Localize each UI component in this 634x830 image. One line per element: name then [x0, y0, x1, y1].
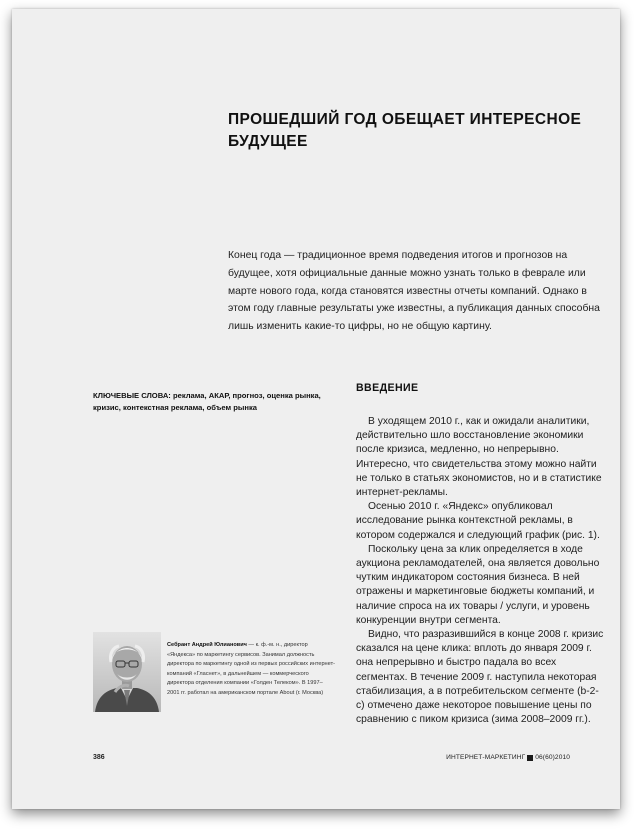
issue-number: 06(60)2010 — [535, 754, 570, 761]
keywords — [93, 390, 333, 414]
section-heading-introduction: ВВЕДЕНИЕ — [356, 382, 419, 394]
running-footer — [446, 754, 570, 761]
body-paragraph: Видно, что разразившийся в конце 2008 г. кризис сказался на цене клика: вплоть до января 2009 г. она непрерывно и быстро падала во всех сегментах. В течение 2009 г. наступила некоторая стабилизация, а в потребительском сегменте (b-2-c) отмечено даже некоторое повышение цены по сравнению с пиком кризиса (зима 2008–2009 гг.). — [356, 629, 604, 726]
body-paragraph: В уходящем 2010 г., как и ожидали аналитики, действительно шло восстановление экономики после кризиса, медленно, но непрерывно. Интересно, что свидетельства этому можно найти не только в статьях экономистов, но и в статистике интернет-рекламы. — [356, 416, 602, 499]
author-bio — [167, 641, 335, 699]
author-portrait-icon — [93, 632, 161, 712]
square-icon — [527, 755, 533, 761]
author-photo — [93, 632, 161, 712]
keywords-text: реклама, АКАР, прогноз, оценка рынка, кризис, контекстная реклама, объем рынка — [93, 391, 321, 412]
journal-page — [12, 9, 620, 809]
body-paragraph: Поскольку цена за клик определяется в ходе аукциона рекламодателей, она является довольно чутким индикатором состояния бизнеса. В ней отражены и маркетинговые бюджеты компаний, и наличие спроса на их товары / услуги, и уровень конкуренции внутри сегмента. — [356, 543, 600, 626]
article-lead: Конец года — традиционное время подведения итогов и прогнозов на будущее, хотя официальные данные можно узнать только в феврале или марте нового года, когда становятся известны отчеты компаний. Однако в этом году главные результаты уже известны, а публикация данных способна лишь изменить какие-то цифры, но не общую картину. — [228, 250, 600, 333]
author-name: Себрант Андрей Юлианович — [167, 642, 247, 648]
article-title: ПРОШЕДШИЙ ГОД ОБЕЩАЕТ ИНТЕРЕСНОЕ БУДУЩЕЕ — [228, 111, 582, 150]
author-bio-text: — к. ф.-м. н., директор «Яндекса» по маркетингу сервисов. Занимал должность директора по маркетингу одной из первых российских интернет-компаний «Гласнет», в дальнейшем — коммерческого директора отделения компании «Голден Телеком». В 1997–2001 гг. работал на американском портале About (г. Москва) — [167, 642, 335, 696]
body-paragraph: Осенью 2010 г. «Яндекс» опубликовал исследование рынка контекстной рекламы, в котором содержался и следующий график (рис. 1). — [356, 501, 600, 541]
keywords-label: КЛЮЧЕВЫЕ СЛОВА: — [93, 391, 171, 400]
page-number: 386 — [93, 754, 105, 761]
journal-name: ИНТЕРНЕТ-МАРКЕТИНГ — [446, 754, 526, 761]
article-body — [356, 415, 604, 727]
